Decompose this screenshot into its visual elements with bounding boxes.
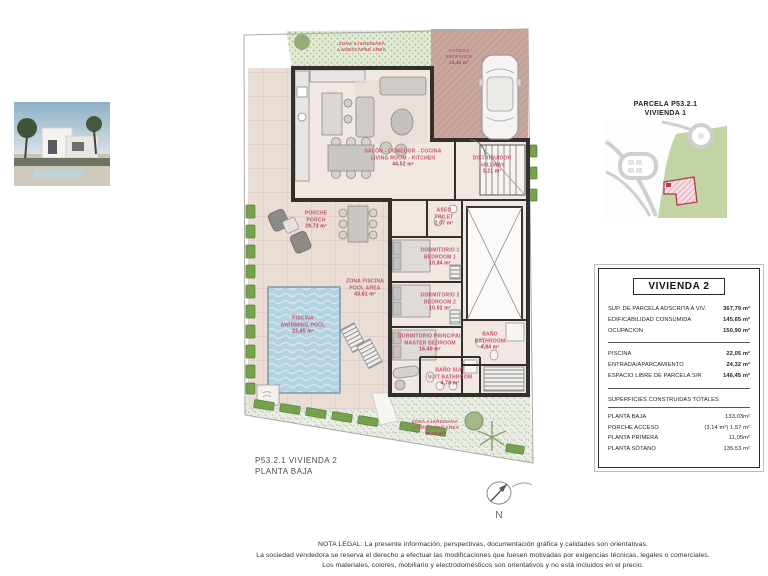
info-row: PORCHE ACCESO (3,14 m²) 1,57 m²: [608, 424, 750, 431]
room-label-hallway: DISTRIBUIDOR HALLWAY 3,21 m²: [472, 155, 512, 175]
room-label-pool: PISCINA SWIMMING POOL 22,05 m²: [280, 315, 326, 335]
tree: [294, 34, 310, 50]
info-panel: [598, 268, 760, 468]
render-photo: [14, 102, 110, 186]
north-arrow-icon: [482, 480, 534, 526]
info-section-header: SUPERFICIES CONSTRUIDAS TOTALES: [608, 396, 719, 403]
legal-line1: NOTA LEGAL: La presente información, perspectivas, documentación gráfica y calidades son orientativas.: [317, 541, 649, 548]
room-label-living: SALÓN - COMEDOR - COCINA LIVING ROOM - KITCHEN 44,52 m²: [364, 148, 442, 168]
north-compass: [482, 480, 534, 526]
info-panel-frame: [594, 264, 764, 472]
caption-line2: PLANTA BAJA: [255, 467, 313, 477]
room-label-entrance: ACCESO ENTRANCE 24,32 m²: [445, 48, 473, 65]
map-graphic: [604, 120, 727, 218]
pool: [268, 287, 340, 393]
room-label-suite-bathroom: BAÑO SUIT SUIT BATHROOM 4,78 m²: [427, 367, 473, 387]
info-panel-title: VIVIENDA 2: [633, 278, 724, 295]
divider: [608, 388, 750, 389]
floor-plan-graphic: [240, 25, 540, 470]
porch-table: [339, 206, 377, 242]
legal-line3: Los materiales, colores, mobiliario y electrodomésticos son orientativos y no está incluidos en el precio.: [322, 562, 644, 570]
room-label-bathroom: BAÑO BATHROOM 4,84 m²: [474, 331, 506, 351]
car: [479, 55, 521, 139]
floor-plan: [240, 25, 540, 470]
info-row: ESPACIO LIBRE DE PARCELA S/R 146,45 m²: [608, 373, 750, 380]
legal-note: [200, 540, 766, 572]
hedge-right: [530, 145, 537, 201]
room-label-garden-top: ZONA AJARDINADA LANDSCAPED AREA: [337, 41, 387, 52]
info-row: PLANTA PRIMERA 11,05m²: [608, 435, 750, 442]
caption-line1: P53.2.1 VIVIENDA 2: [255, 456, 338, 465]
info-row: PISCINA 22,05 m²: [608, 351, 750, 358]
map-parcel-marker: [666, 183, 671, 187]
courtyard: [467, 207, 522, 320]
map-title: PARCELA P53.2.1 VIVIENDA 1: [633, 101, 698, 118]
wardrobe-2: [450, 310, 460, 324]
info-row: ENTRADA/APARCAMIENTO 24,32 m²: [608, 362, 750, 369]
room-label-master-bedroom: DORMITORIO PRINCIPAL MASTER BEDROOM 16,40 m²: [397, 333, 463, 353]
legal-line2: La sociedad vendedora se reserva el derecho a efectuar las modificaciones que fuesen motivadas por exigencias técnicas, legales o comerciales.: [256, 551, 710, 559]
room-label-bedroom1: DORMITORIO 1 BEDROOM 1 10,84 m²: [420, 247, 460, 267]
info-row: PLANTA BAJA 133,03m²: [608, 413, 750, 420]
render-photo-graphic: [14, 102, 110, 186]
info-row: EDIFICABILIDAD CONSUMIDA 145,65 m²: [608, 316, 750, 323]
bush: [465, 412, 483, 430]
room-label-garden-bottom: ZONA AJARDINADA LANDSCAPED AREA 46,22 m²: [410, 419, 460, 436]
plan-caption: [255, 455, 337, 477]
location-map: [604, 100, 727, 218]
dressing-wardrobe: [484, 367, 524, 391]
room-label-pool-area: ZONA PISCINA POOL AREA 43,61 m²: [345, 278, 385, 298]
room-label-toilet: ASEO TOILET 2,07 m²: [434, 207, 454, 227]
divider: [608, 342, 750, 343]
room-label-porch: PORCHE PORCH 29,73 m²: [304, 210, 328, 230]
info-row: SUP. DE PARCELA ADSCRITA A VIV. 367,79 m²: [608, 306, 750, 312]
north-label: N: [495, 510, 503, 521]
info-row: OCUPACION 150,90 m²: [608, 327, 750, 334]
wardrobe-1: [450, 265, 460, 279]
room-label-bedroom2: DORMITORIO 2 BEDROOM 2 10,02 m²: [420, 292, 460, 312]
divider: [608, 407, 750, 408]
info-row: PLANTA SÓTANO 135,53 m²: [608, 446, 750, 453]
